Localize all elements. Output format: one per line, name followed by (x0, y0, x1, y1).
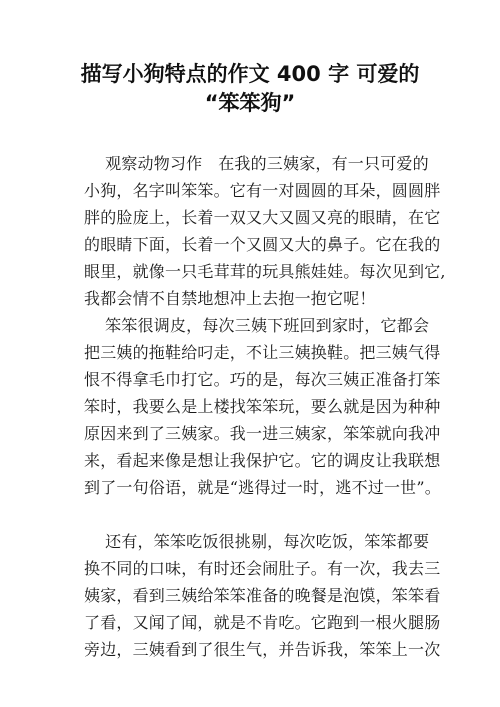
text-line: 恨不得拿毛巾打它。巧的是，每次三姨正准备打笨 (84, 370, 441, 389)
text-line: 笨时，我要么是上楼找笨笨玩，要么就是因为种种 (84, 397, 441, 416)
text-line: 观察动物习作 在我的三姨家，有一只可爱的 (84, 154, 429, 173)
text-line: 的眼睛下面，长着一个又圆又大的鼻子。它在我的 (84, 235, 441, 254)
article-title-line-1: 描写小狗特点的作文 400 字 可爱的 (80, 62, 420, 86)
text-line: 小狗，名字叫笨笨。它有一对圆圆的耳朵，圆圆胖 (84, 181, 441, 200)
text-line: 眼里，就像一只毛茸茸的玩具熊娃娃。每次见到它, (84, 262, 446, 281)
text-line: 了看，又闻了闻，就是不肯吃。它跑到一根火腿肠 (84, 613, 441, 632)
article-title-line-2: “笨笨狗” (204, 91, 296, 115)
paragraph-gap (84, 501, 424, 528)
text-line: 换不同的口味，有时还会闹肚子。有一次，我去三 (84, 559, 441, 578)
text-line: 把三姨的拖鞋给叼走，不让三姨换鞋。把三姨气得 (84, 343, 441, 362)
text-line: 旁边，三姨看到了很生气，并告诉我，笨笨上一次 (84, 640, 441, 659)
paragraph-3 (84, 528, 441, 663)
text-line: 还有，笨笨吃饭很挑剔，每次吃饭，笨笨都要 (84, 532, 430, 551)
paragraph-2 (84, 312, 441, 501)
text-line: 原因来到了三姨家。我一进三姨家，笨笨就向我冲 (84, 424, 441, 443)
article-body (84, 150, 446, 663)
text-line: 到了一句俗语，就是“逃得过一时，逃不过一世”。 (84, 478, 441, 497)
paragraph-1 (84, 150, 446, 312)
text-line: 我都会情不自禁地想冲上去抱一抱它呢！ (84, 289, 376, 308)
text-line: 来，看起来像是想让我保护它。它的调皮让我联想 (84, 451, 441, 470)
text-line: 姨家，看到三姨给笨笨准备的晚餐是泡馍，笨笨看 (84, 586, 441, 605)
text-line: 胖的脸庞上，长着一双又大又圆又亮的眼睛，在它 (84, 208, 441, 227)
text-line: 笨笨很调皮，每次三姨下班回到家时，它都会 (84, 316, 430, 335)
